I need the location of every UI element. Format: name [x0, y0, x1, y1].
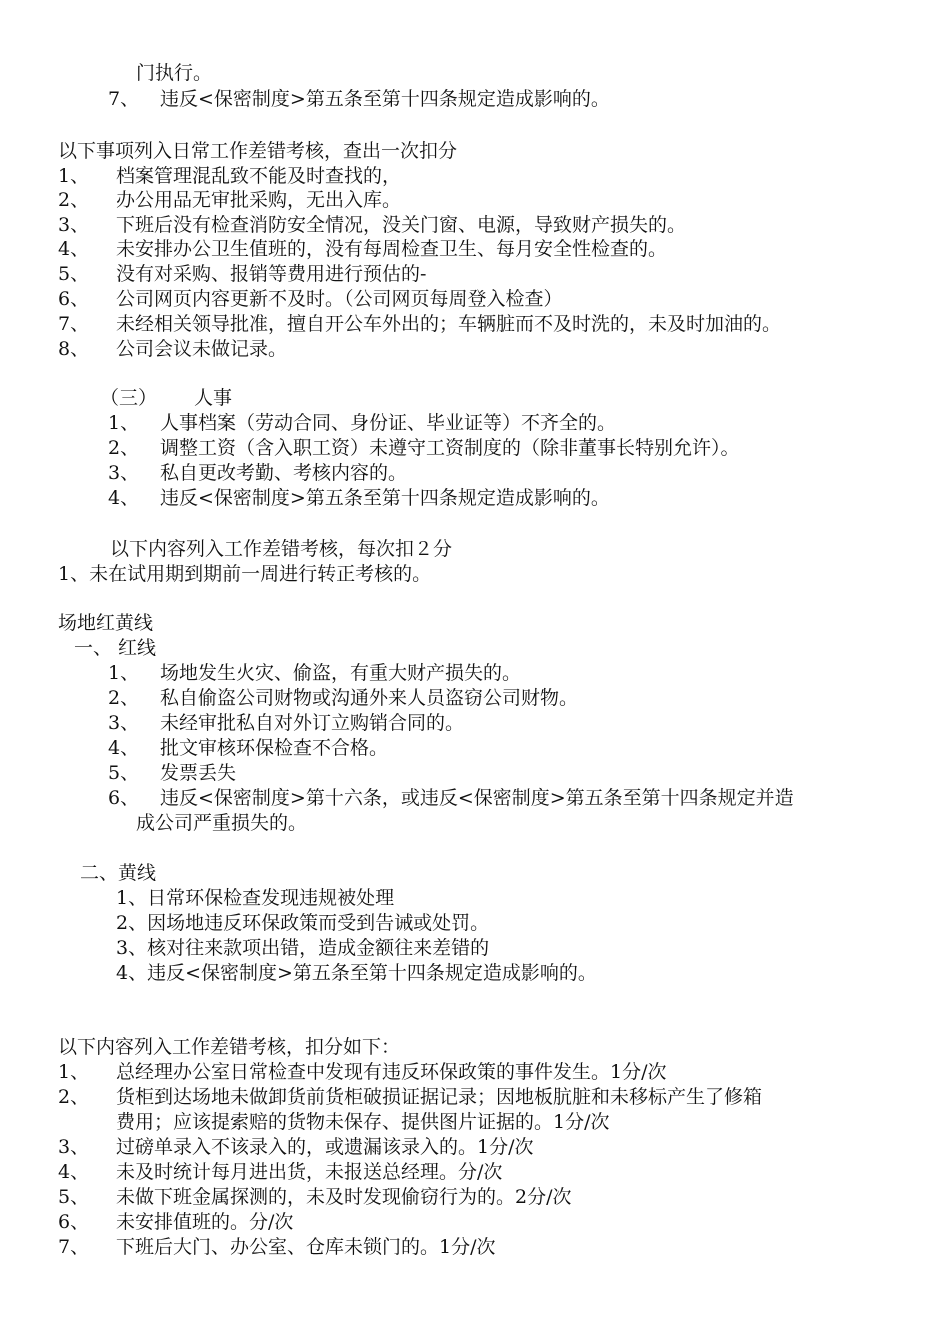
section-heading [100, 385, 232, 411]
list-item: 4、违反<保密制度>第五条至第十四条规定造成影响的。 [116, 962, 597, 984]
list-item [58, 311, 781, 337]
item-number: 5、 [108, 762, 140, 784]
item-number: 6、 [108, 787, 140, 809]
section-title: 场地红黄线 [58, 612, 154, 634]
item-text: 下班后大门、办公室、仓库未锁门的。1分/次 [116, 1236, 496, 1258]
item-number: 7、 [58, 313, 90, 335]
list-item-continuation: 费用；应该提索赔的货物未保存、提供图片证据的。1分/次 [116, 1111, 610, 1133]
list-item [58, 187, 401, 213]
item-number: 5、 [58, 1186, 90, 1208]
red-line-heading: 一、 红线 [74, 637, 157, 659]
item-text: 档案管理混乱致不能及时查找的， [116, 165, 402, 187]
item-number: 3、 [108, 712, 140, 734]
list-item [58, 212, 686, 238]
item-number: 1、 [58, 1061, 90, 1083]
list-item [58, 336, 287, 362]
item-text: 人事档案（劳动合同、身份证、毕业证等）不齐全的。 [160, 412, 617, 434]
item-number: 3、 [58, 1136, 90, 1158]
item-number: 2、 [108, 437, 140, 459]
list-item [108, 485, 610, 511]
item-number: 1、 [58, 165, 90, 187]
item-text: 未安排值班的。分/次 [116, 1211, 294, 1233]
item-text: 私自更改考勤、考核内容的。 [160, 462, 408, 484]
yellow-line-heading: 二、黄线 [80, 862, 157, 884]
item-number: 4、 [108, 737, 140, 759]
list-item [58, 1059, 667, 1085]
item-text: 公司会议未做记录。 [116, 338, 288, 360]
item-text: 未经相关领导批准，擅自开公车外出的；车辆脏而不及时洗的，未及时加油的。 [116, 313, 782, 335]
list-item: 3、核对往来款项出错，造成金额往来差错的 [116, 937, 490, 959]
item-text: 违反<保密制度>第五条至第十四条规定造成影响的。 [160, 487, 610, 509]
list-item [58, 1234, 496, 1260]
item-number: 7、 [108, 88, 140, 110]
section-heading: 以下内容列入工作差错考核，扣分如下： [58, 1036, 401, 1058]
list-item [108, 710, 464, 736]
list-item [108, 685, 578, 711]
list-item [58, 261, 426, 287]
list-item: 1、未在试用期到期前一周进行转正考核的。 [58, 563, 432, 585]
list-item [108, 660, 521, 686]
heading-text: 人事 [194, 387, 233, 409]
list-item [58, 286, 563, 312]
item-text: 货柜到达场地未做卸货前货柜破损证据记录；因地板肮脏和未移标产生了修箱 [116, 1086, 763, 1108]
list-item [58, 163, 401, 189]
continued-line: 门执行。 [136, 62, 213, 84]
list-item [108, 460, 407, 486]
item-number: 4、 [58, 1161, 90, 1183]
section-heading: 以下内容列入工作差错考核，每次扣２分 [110, 538, 453, 560]
item-text: 没有对采购、报销等费用进行预估的- [116, 263, 427, 285]
item-number: 4、 [58, 238, 90, 260]
item-number: 1、 [108, 662, 140, 684]
list-item [58, 1134, 534, 1160]
item-number: 2、 [108, 687, 140, 709]
list-item: 1、日常环保检查发现违规被处理 [116, 887, 395, 909]
item-text: 下班后没有检查消防安全情况，没关门窗、电源，导致财产损失的。 [116, 214, 687, 236]
item-number: 2、 [58, 1086, 90, 1108]
item-text: 未及时统计每月进出货，未报送总经理。分/次 [116, 1161, 503, 1183]
list-item [58, 236, 667, 262]
item-text: 未安排办公卫生值班的，没有每周检查卫生、每月安全性检查的。 [116, 238, 668, 260]
list-item [108, 735, 388, 761]
item-number: 3、 [58, 214, 90, 236]
item-number: 7、 [58, 1236, 90, 1258]
list-item [58, 1084, 762, 1110]
item-text: 违反<保密制度>第十六条，或违反<保密制度>第五条至第十四条规定并造 [160, 787, 794, 809]
item-text: 发票丢失 [160, 762, 237, 784]
item-text: 批文审核环保检查不合格。 [160, 737, 389, 759]
item-number: 3、 [108, 462, 140, 484]
item-number: 8、 [58, 338, 90, 360]
item-text: 办公用品无审批采购，无出入库。 [116, 189, 402, 211]
list-item [108, 785, 794, 811]
item-number: 6、 [58, 1211, 90, 1233]
list-item [108, 760, 236, 786]
item-text: 过磅单录入不该录入的，或遗漏该录入的。1分/次 [116, 1136, 534, 1158]
list-item [58, 1184, 572, 1210]
section-heading: 以下事项列入日常工作差错考核，查出一次扣分 [58, 140, 458, 162]
item-number: 2、 [58, 189, 90, 211]
item-number: 5、 [58, 263, 90, 285]
item-text: 未经审批私自对外订立购销合同的。 [160, 712, 465, 734]
item-text: 场地发生火灾、偷盗，有重大财产损失的。 [160, 662, 522, 684]
item-text: 公司网页内容更新不及时。（公司网页每周登入检查） [116, 288, 563, 310]
item-number: 6、 [58, 288, 90, 310]
item-text: 违反<保密制度>第五条至第十四条规定造成影响的。 [160, 88, 610, 110]
list-item [58, 1159, 502, 1185]
list-item [108, 86, 610, 112]
heading-number: （三） [100, 387, 158, 409]
item-number: 1、 [108, 412, 140, 434]
list-item: 2、因场地违反环保政策而受到告诫或处罚。 [116, 912, 490, 934]
list-item [108, 410, 616, 436]
item-text: 私自偷盗公司财物或沟通外来人员盗窃公司财物。 [160, 687, 579, 709]
list-item-continuation: 成公司严重损失的。 [136, 812, 308, 834]
list-item [108, 435, 740, 461]
item-text: 未做下班金属探测的，未及时发现偷窃行为的。2分/次 [116, 1186, 572, 1208]
item-number: 4、 [108, 487, 140, 509]
item-text: 总经理办公室日常检查中发现有违反环保政策的事件发生。1分/次 [116, 1061, 667, 1083]
list-item [58, 1209, 293, 1235]
item-text: 调整工资（含入职工资）未遵守工资制度的（除非董事长特别允许）。 [160, 437, 740, 459]
